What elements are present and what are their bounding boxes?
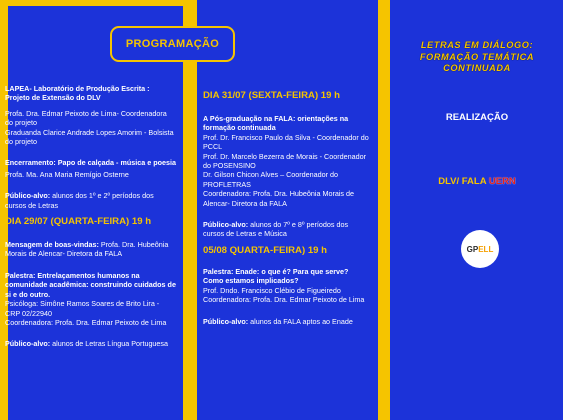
gpell-logo-ell: ELL: [478, 244, 494, 254]
pos-prof-1: Prof. Dr. Francisco Paulo da Silva - Coordenador do PCCL: [203, 132, 369, 152]
encerramento-prof: Profa. Ma. Ana Maria Remígio Osterne: [5, 169, 129, 179]
publico-3-text: alunos do 7º e 8º períodos dos cursos de Letras e Música: [203, 220, 349, 239]
gpell-logo-gp: GP: [466, 244, 479, 254]
lapea-grad: Graduanda Clarice Andrade Lopes Amorim - Bolsista do projeto: [5, 127, 174, 147]
event-title: LETRAS EM DIÁLOGO: FORMAÇÃO TEMÁTICA CONTINUADA: [419, 40, 535, 73]
publico-4: [203, 317, 369, 326]
boas-vindas: [5, 240, 176, 259]
dlv-fala-text: DLV/ FALA: [438, 176, 489, 187]
publico-1: [5, 191, 176, 210]
enade-prof: Prof. Dndo. Francisco Clébio de Figueiredo: [203, 285, 341, 295]
publico-2-text: alunos de Letras Língua Portuguesa: [50, 339, 169, 349]
day-05-08: 05/08 QUARTA-FEIRA) 19 h: [203, 244, 328, 256]
pos-coord: Coordenadora: Profa. Dra. Hubeônia Morais de Alencar- Diretora da FALA: [203, 189, 355, 208]
publico-2: [5, 339, 176, 348]
coordenadora-1: Coordenadora: Profa. Dra. Edmar Peixoto de Lima: [5, 317, 167, 327]
dlv-fala-uern: [398, 176, 556, 187]
pos-prof-2: Prof. Dr. Marcelo Bezerra de Morais - Coordenador do POSENSINO: [203, 151, 366, 171]
right-yellow-divider: [378, 0, 390, 420]
enade-coord: Coordenadora: Profa. Dra. Edmar Peixoto de Lima: [203, 295, 365, 305]
programacao-badge: PROGRAMAÇÃO: [110, 26, 235, 62]
psicologa: Psicóloga: Simône Ramos Soares de Brito Lira - CRP 02/22940: [5, 299, 160, 318]
column-left: [5, 84, 176, 355]
column-middle: [203, 90, 369, 332]
gpell-logo: [461, 230, 499, 268]
pos-title: A Pós-graduação na FALA: orientações na formação continuada: [203, 114, 349, 133]
encerramento-title: Encerramento: Papo de calçada - música e poesia: [5, 158, 176, 168]
uern-text: UERN: [488, 176, 516, 187]
lapea-title: LAPEA- Laboratório de Produção Escrita : Projeto de Extensão do DLV: [5, 84, 150, 103]
gpell-logo-text: [467, 245, 494, 254]
enade-title: Palestra: Enade: o que é? Para que serve? Como estamos implicados?: [203, 266, 349, 286]
palestra-title: Palestra: Entrelaçamentos humanos na comunidade acadêmica: construindo cuidados de si e do outro.: [5, 270, 176, 299]
publico-3-label: Público-alvo:: [203, 220, 249, 230]
realizacao-label: REALIZAÇÃO: [445, 112, 509, 123]
day-31-07: DIA 31/07 (SEXTA-FEIRA) 19 h: [203, 90, 341, 101]
middle-yellow-divider: [183, 0, 197, 420]
boas-vindas-text: Profa. Dra. Hubeônia Morais de Alencar- Diretora da FALA: [5, 240, 169, 259]
publico-2-label: Público-alvo:: [5, 339, 51, 349]
lapea-prof: Profa. Dra. Edmar Peixoto de Lima- Coordenadora do projeto: [5, 108, 167, 128]
publico-4-text: alunos da FALA aptos ao Enade: [248, 316, 353, 326]
day-29-07: DIA 29/07 (QUARTA-FEIRA) 19 h: [5, 216, 152, 228]
pos-prof-3: Dr. Gilson Chicon Alves – Coordenador do PROFLETRAS: [203, 170, 339, 189]
publico-1-label: Público-alvo:: [5, 191, 51, 201]
publico-1-text: alunos dos 1º e 2º períodos dos cursos de Letras: [5, 191, 154, 210]
publico-4-label: Público-alvo:: [203, 316, 249, 326]
publico-3: [203, 220, 369, 239]
boas-vindas-label: Mensagem de boas-vindas:: [5, 240, 99, 250]
